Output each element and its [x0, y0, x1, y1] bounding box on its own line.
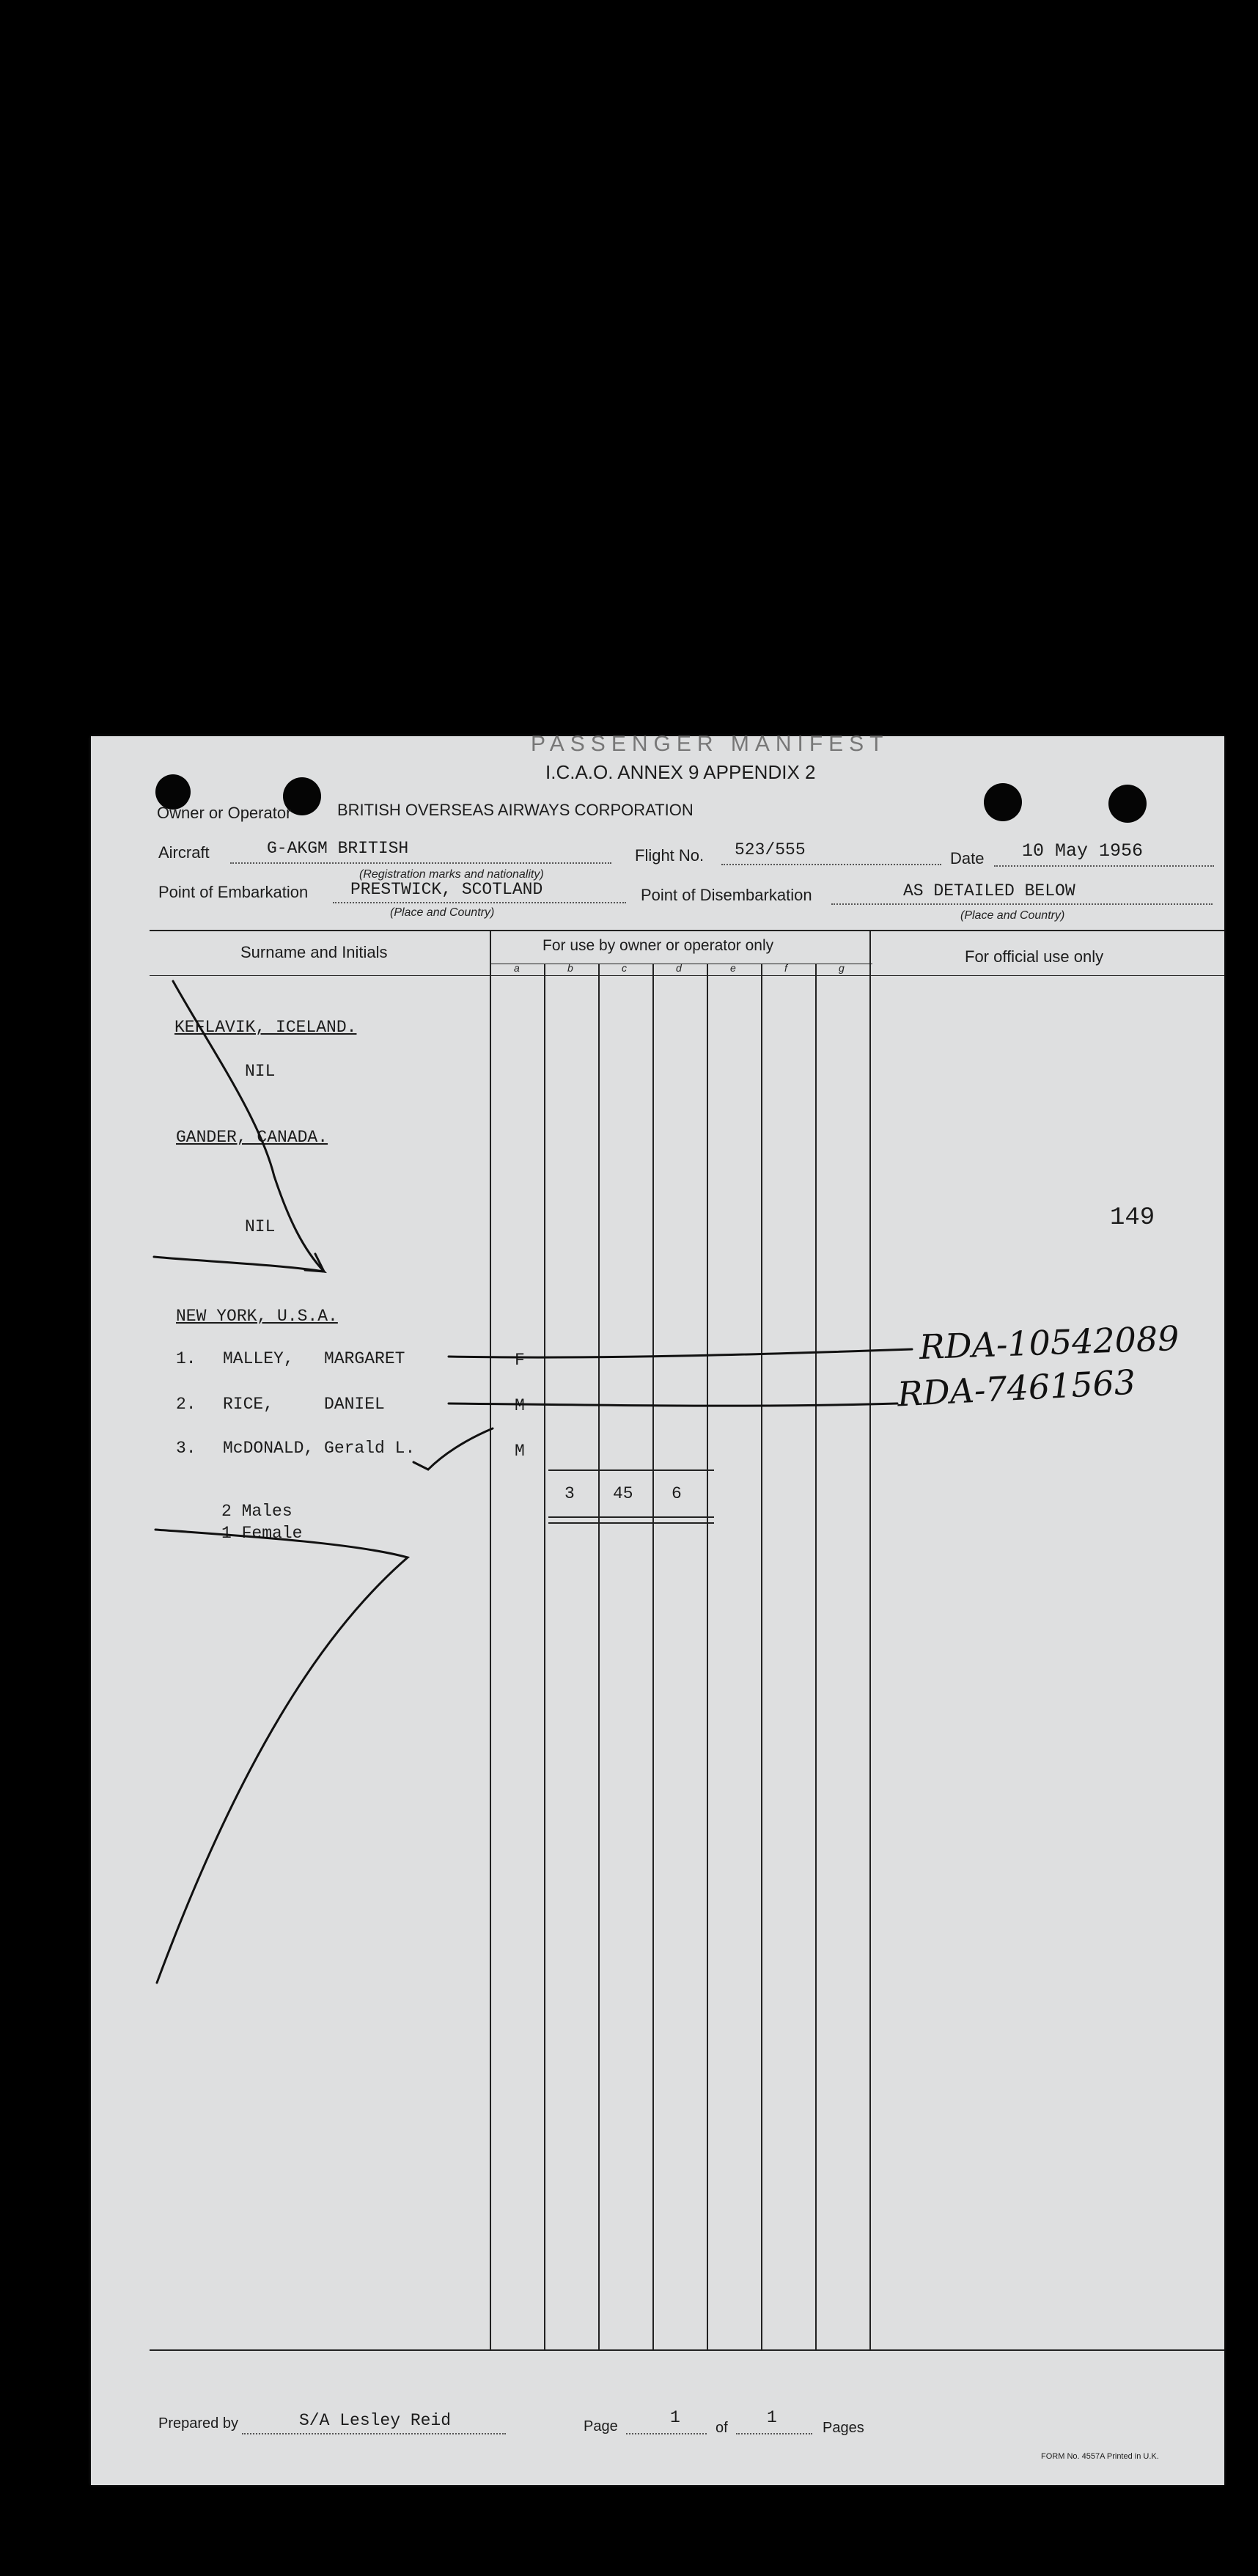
prepared-label: Prepared by [158, 2415, 238, 2432]
section-keflavik: KEFLAVIK, ICELAND. [174, 1018, 357, 1037]
passenger-1-sex: F [515, 1351, 525, 1370]
operator-header: For use by owner or operator only [542, 937, 774, 954]
passenger-2-num: 2. [176, 1395, 196, 1414]
sub-col-c: c [622, 962, 627, 974]
strike-through-bottom [155, 1530, 408, 1983]
handwritten-note-2: RDA-7461563 [896, 1362, 1137, 1414]
embark-value: PRESTWICK, SCOTLAND [350, 880, 543, 899]
passenger-2-sex: M [515, 1396, 525, 1415]
manifest-page [91, 732, 1224, 2485]
disembark-value: AS DETAILED BELOW [903, 881, 1075, 900]
sub-col-g: g [839, 962, 845, 974]
owner-value: BRITISH OVERSEAS AIRWAYS CORPORATION [337, 801, 694, 819]
sub-col-b: b [567, 962, 573, 974]
official-number: 149 [1110, 1204, 1155, 1232]
manifest-title: PASSENGER MANIFEST [531, 732, 889, 756]
owner-label: Owner or Operator [157, 804, 292, 822]
manifest-subtitle: I.C.A.O. ANNEX 9 APPENDIX 2 [545, 761, 816, 783]
passenger-1-name: MALLEY, MARGARET [223, 1349, 405, 1368]
date-value: 10 May 1956 [1022, 840, 1144, 862]
disembark-label: Point of Disembarkation [641, 886, 812, 904]
passenger-2-name: RICE, DANIEL [223, 1395, 385, 1414]
summary-males: 2 Males [221, 1502, 293, 1521]
of-value: 1 [767, 2408, 777, 2427]
sub-col-a: a [514, 962, 520, 974]
embark-label: Point of Embarkation [158, 883, 309, 901]
flight-label: Flight No. [635, 846, 705, 865]
surname-header: Surname and Initials [240, 943, 388, 961]
passenger-3-sex: M [515, 1442, 525, 1461]
section-gander: GANDER, CANADA. [176, 1128, 328, 1147]
total-b: 3 [564, 1484, 575, 1503]
passenger-3-num: 3. [176, 1439, 196, 1458]
pen-strokes [91, 736, 1224, 2485]
rice-connector [449, 1403, 897, 1406]
sub-col-f: f [784, 962, 787, 974]
total-c: 45 [613, 1484, 633, 1503]
sub-col-e: e [730, 962, 736, 974]
aircraft-label: Aircraft [158, 843, 210, 862]
embark-note: (Place and Country) [390, 906, 495, 919]
handwritten-note-1: RDA-10542089 [919, 1318, 1180, 1368]
keflavik-nil: NIL [245, 1062, 276, 1081]
of-label: of [716, 2420, 728, 2436]
malley-connector [449, 1349, 912, 1357]
form-number: FORM No. 4557A Printed in U.K. [1041, 2452, 1159, 2461]
flight-value: 523/555 [735, 840, 806, 859]
disembark-note: (Place and Country) [960, 909, 1065, 922]
date-label: Date [950, 849, 985, 867]
passenger-3-name: McDONALD, Gerald L. [223, 1439, 416, 1458]
sub-col-d: d [676, 962, 682, 974]
page-value: 1 [670, 2408, 680, 2427]
aircraft-value: G-AKGM BRITISH [267, 839, 409, 858]
pages-label: Pages [823, 2420, 864, 2436]
summary-females: 1 Female [221, 1524, 303, 1543]
strike-through-top [154, 981, 324, 1272]
gander-nil: NIL [245, 1217, 276, 1236]
aircraft-note: (Registration marks and nationality) [359, 868, 544, 881]
total-d: 6 [672, 1484, 682, 1503]
official-header: For official use only [965, 947, 1104, 966]
page-label: Page [584, 2418, 618, 2434]
passenger-1-num: 1. [176, 1349, 196, 1368]
prepared-value: S/A Lesley Reid [299, 2411, 452, 2430]
check-mark [413, 1428, 493, 1469]
section-newyork: NEW YORK, U.S.A. [176, 1307, 338, 1326]
